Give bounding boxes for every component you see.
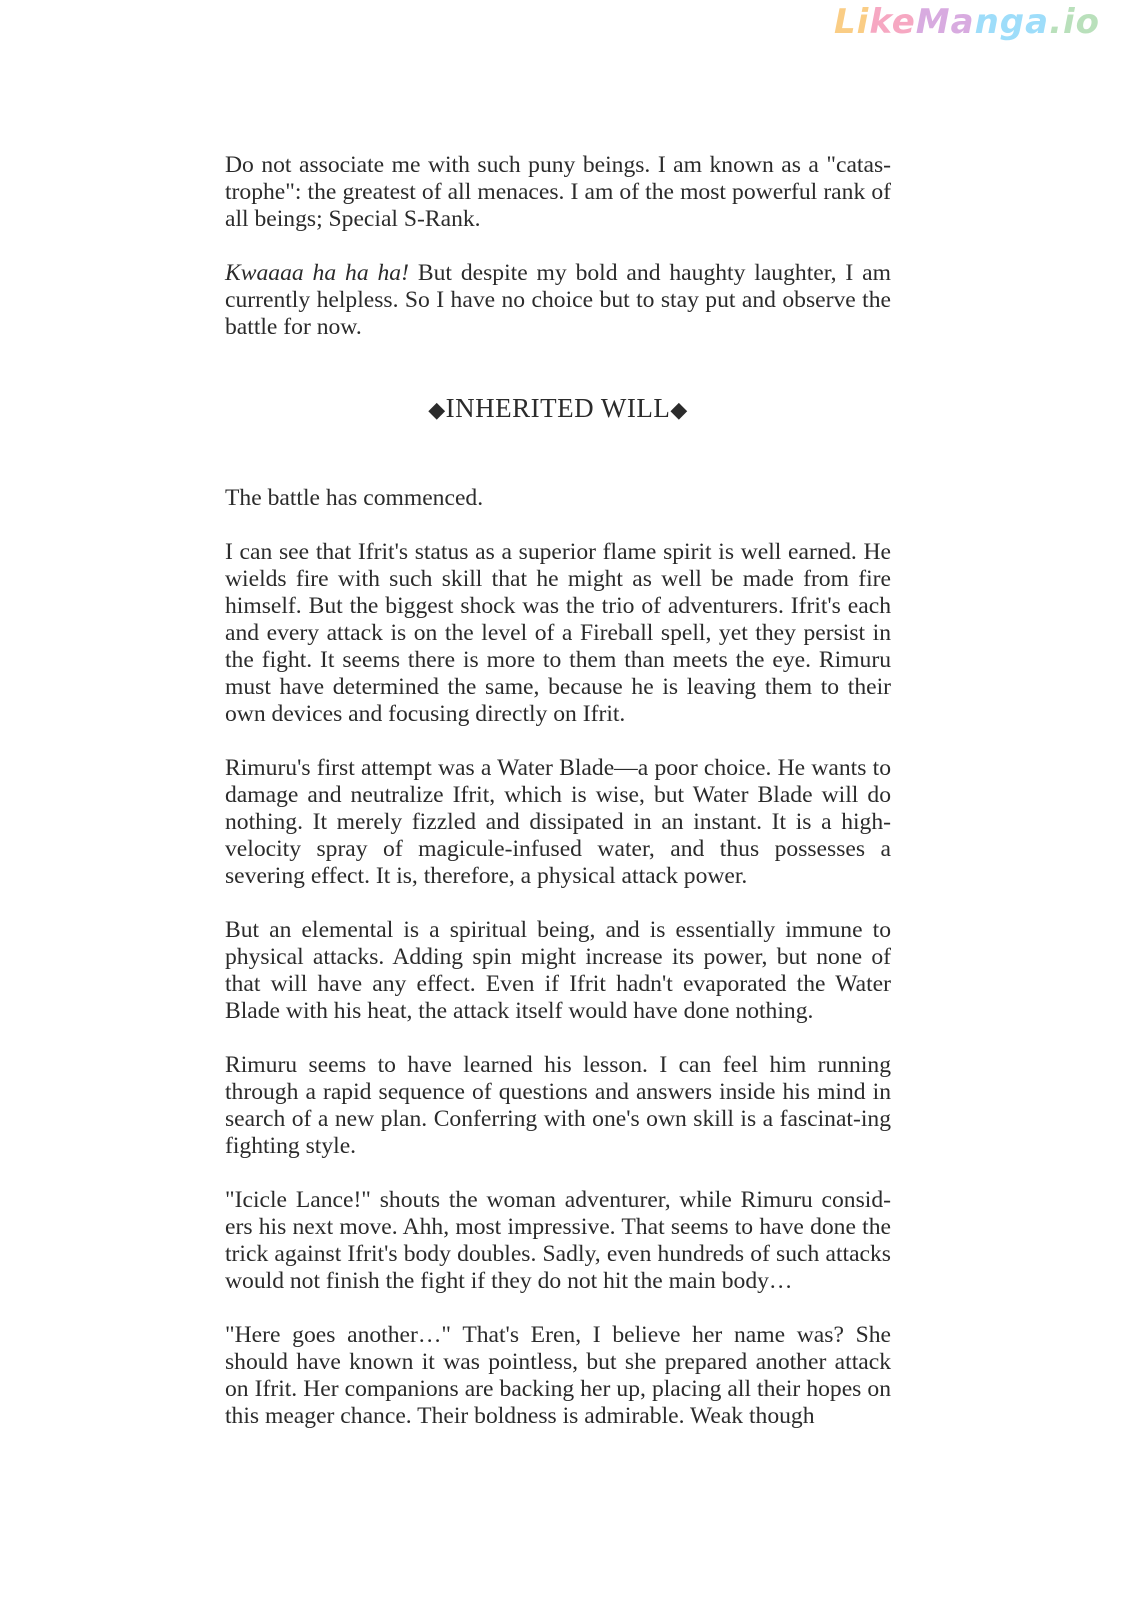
diamond-right-icon: ◆ bbox=[670, 397, 688, 422]
laugh-text: Kwaaaa ha ha ha! bbox=[225, 260, 409, 286]
section-title: INHERITED WILL bbox=[445, 393, 671, 423]
paragraph-1: Do not associate me with such puny beings. I am known as a "catas-trophe": the greatest of all menaces. I am of the most powerful rank of all beings; Special S-Rank. bbox=[225, 152, 891, 232]
paragraph-2-text: But despite my bold and haughty laughter, I am currently helpless. So I have no choice but to stay put and observe the battle for now. bbox=[225, 260, 891, 340]
page-body bbox=[225, 152, 891, 1457]
paragraph-6: But an elemental is a spiritual being, and is essentially immune to physical attacks. Adding spin might increase its power, but none of that will have any effect. Even if Ifrit hadn't evaporated the Water Blade with his heat, the attack itself would have done nothing. bbox=[225, 917, 891, 1024]
paragraph-8: "Icicle Lance!" shouts the woman adventurer, while Rimuru consid-ers his next move. Ahh, most impressive. That seems to have done the trick against Ifrit's body doubles. Sadly, even hundreds of such attacks would not finish the fight if they do not hit the main body… bbox=[225, 1187, 891, 1294]
section-heading bbox=[225, 393, 891, 425]
diamond-left-icon: ◆ bbox=[428, 397, 446, 422]
site-watermark: LikeManga.io bbox=[833, 2, 1100, 42]
paragraph-9: "Here goes another…" That's Eren, I believe her name was? She should have known it was pointless, but she prepared another attack on Ifrit. Her companions are backing her up, placing all their hopes on this meager chance. Their boldness is admirable. Weak though bbox=[225, 1322, 891, 1429]
paragraph-2 bbox=[225, 260, 891, 341]
paragraph-7: Rimuru seems to have learned his lesson. I can feel him running through a rapid sequence of questions and answers inside his mind in search of a new plan. Conferring with one's own skill is a fascinat-ing fighting style. bbox=[225, 1052, 891, 1159]
paragraph-4: I can see that Ifrit's status as a superior flame spirit is well earned. He wields fire with such skill that he might as well be made from fire himself. But the biggest shock was the trio of adventurers. Ifrit's each and every attack is on the level of a Fireball spell, yet they persist in the fight. It seems there is more to them than meets the eye. Rimuru must have determined the same, because he is leaving them to their own devices and focusing directly on Ifrit. bbox=[225, 539, 891, 727]
paragraph-3: The battle has commenced. bbox=[225, 485, 484, 511]
paragraph-5: Rimuru's first attempt was a Water Blade—a poor choice. He wants to damage and neutralize Ifrit, which is wise, but Water Blade will do nothing. It merely fizzled and dissipated in an instant. It is a high-velocity spray of magicule-infused water, and thus possesses a severing effect. It is, therefore, a physical attack power. bbox=[225, 755, 891, 889]
